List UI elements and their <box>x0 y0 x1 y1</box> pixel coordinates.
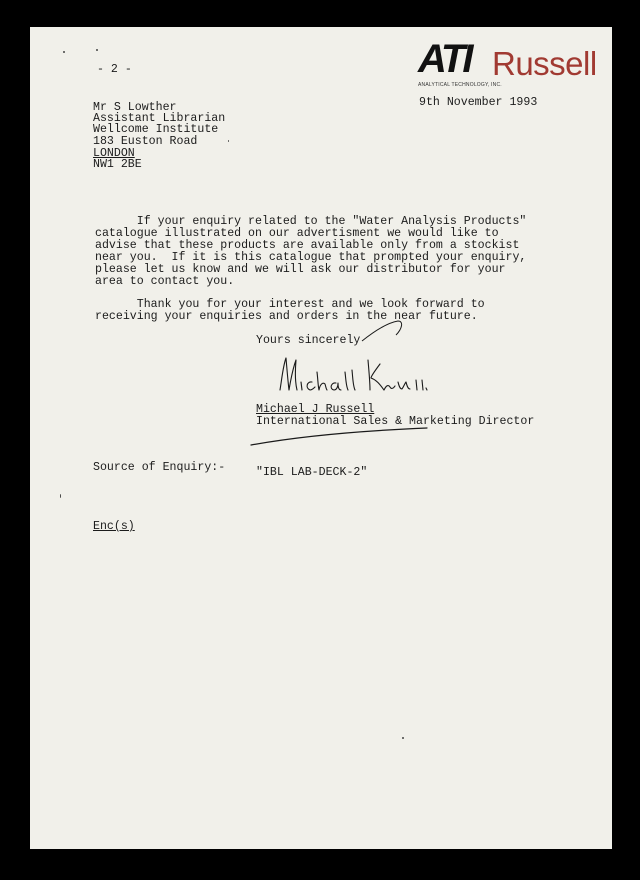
source-value: "IBL LAB-DECK-2" <box>256 466 368 479</box>
body-line: advise that these products are available only from a stockist <box>95 239 520 252</box>
body-line: please let us know and we will ask our distributor for your <box>95 263 506 276</box>
recipient-postcode: NW1 2BE <box>93 158 142 171</box>
body-paragraph-1 <box>95 216 565 288</box>
logo-ati-text: ATI <box>418 37 471 81</box>
handwritten-signature <box>274 342 434 402</box>
letter-page <box>30 27 612 849</box>
recipient-title: Assistant Librarian <box>93 112 226 125</box>
paper-speck <box>60 494 61 498</box>
body-line: If your enquiry related to the "Water Analysis Products" <box>95 215 527 228</box>
recipient-city: LONDON <box>93 147 135 160</box>
page-number: - 2 - <box>97 63 132 76</box>
body-line: receiving your enquiries and orders in the near future. <box>95 310 478 323</box>
source-label: Source of Enquiry:- <box>93 461 226 474</box>
pen-loop-mark <box>358 315 408 345</box>
signatory-name: Michael J Russell <box>256 403 375 416</box>
pen-swoosh-mark <box>245 423 445 449</box>
recipient-street: 183 Euston Road <box>93 135 198 148</box>
logo-russell-text: Russell <box>492 45 597 82</box>
logo-tagline: ANALYTICAL TECHNOLOGY, INC. <box>418 82 502 88</box>
enclosures-note: Enc(s) <box>93 520 135 533</box>
body-line: near you. If it is this catalogue that prompted your enquiry, <box>95 251 527 264</box>
signatory-title: International Sales & Marketing Director <box>256 415 535 428</box>
paper-speck <box>96 49 98 51</box>
letter-date: 9th November 1993 <box>419 96 538 109</box>
recipient-organization: Wellcome Institute <box>93 123 219 136</box>
body-line: Thank you for your interest and we look forward to <box>95 298 485 311</box>
body-line: catalogue illustrated on our advertisment we would like to <box>95 227 499 240</box>
body-line: area to contact you. <box>95 275 235 288</box>
body-paragraph-2 <box>95 299 565 323</box>
paper-speck <box>228 140 229 142</box>
closing-text: Yours sincerely <box>256 334 361 347</box>
paper-speck <box>63 51 65 53</box>
paper-speck <box>402 737 404 739</box>
recipient-name: Mr S Lowther <box>93 101 177 114</box>
company-logo <box>418 39 598 89</box>
